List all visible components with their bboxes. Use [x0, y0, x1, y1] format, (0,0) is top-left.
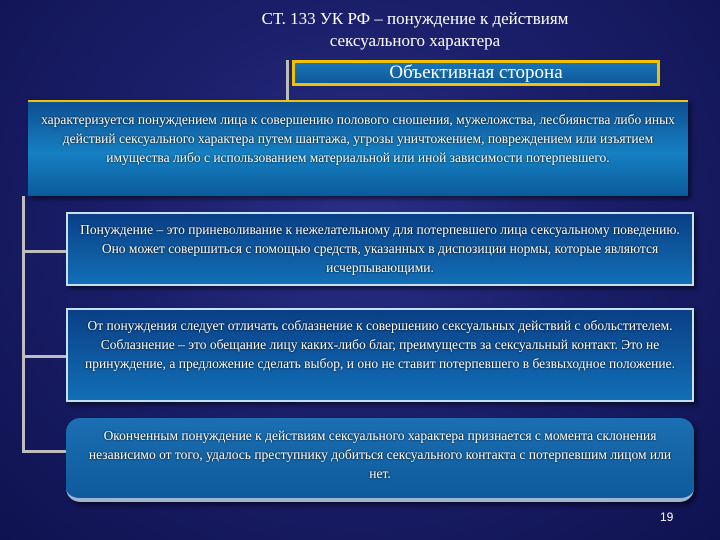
completion-box: Оконченным понуждение к действиям сексуального характера признается с момента склонения независимо от того, удалось преступнику добиться сексуального контакта с потерпевшим лицом или нет.	[66, 418, 694, 502]
page-number: 19	[660, 510, 674, 524]
definition-box: характеризуется понуждением лица к совершению полового сношения, мужеложства, лесбиянства либо иных действий сексуального характера путем шантажа, угрозы уничтожением, повреждением или изъятием имущества либо с использованием материальной или иной зависимости потерпевшего.	[28, 100, 688, 196]
slide-title	[180, 8, 650, 52]
heading-box: Объективная сторона	[292, 60, 660, 86]
connector-h3	[22, 450, 66, 453]
connector-h1	[22, 250, 66, 253]
connector-vertical	[22, 196, 25, 452]
connector-h2	[22, 355, 66, 358]
title-line-2: сексуального характера	[329, 31, 501, 50]
connector-top	[286, 60, 289, 100]
seduction-box: От понуждения следует отличать соблазнение к совершению сексуальных действий с обольстителем. Соблазнение – это обещание лицу каких-либо благ, преимуществ за сексуальный контакт. Это не принуждение, а предложение сделать выбор, и оно не ставит потерпевшего в безвыходное положение.	[66, 308, 694, 402]
coercion-box: Понуждение – это приневоливание к нежелательному для потерпевшего лица сексуальному поведению. Оно может совершиться с помощью средств, указанных в диспозиции нормы, которые являются исчерпывающими.	[66, 212, 694, 286]
title-line-1: СТ. 133 УК РФ – понуждение к действиям	[261, 9, 569, 28]
